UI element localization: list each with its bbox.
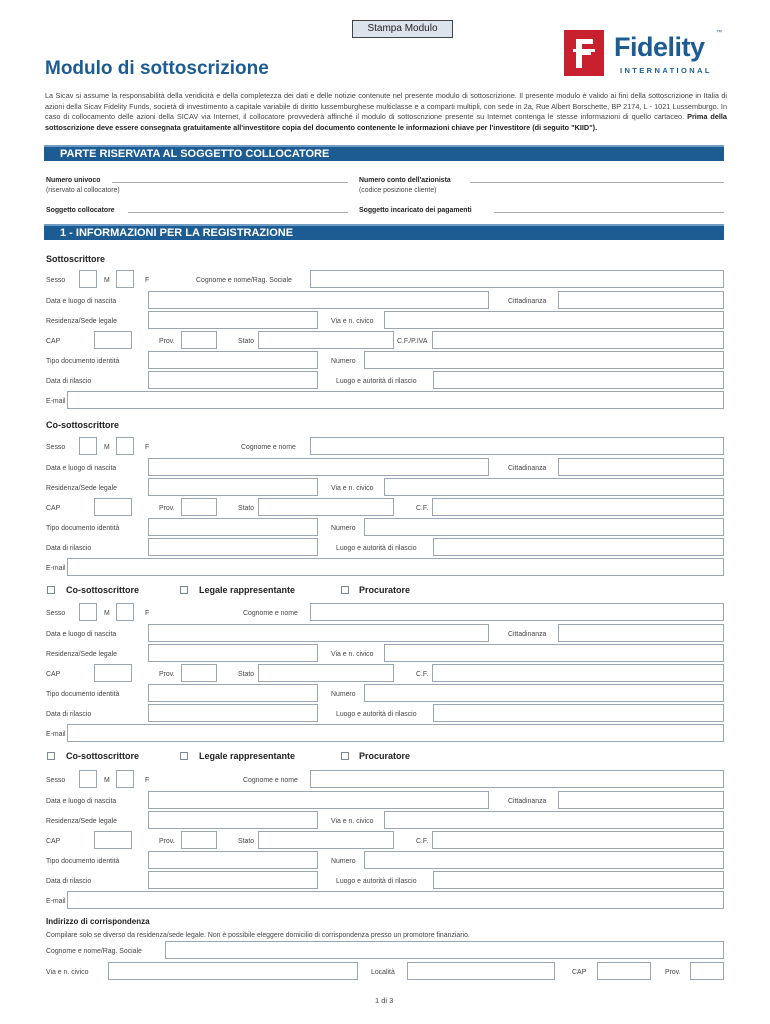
cognome-label: Cognome e nome <box>243 775 298 784</box>
numero-univoco-label: Numero univoco <box>46 175 101 184</box>
sesso-m-checkbox[interactable] <box>79 437 97 455</box>
stato-label: Stato <box>238 503 255 512</box>
cap-label: CAP <box>46 669 61 678</box>
sesso-label: Sesso <box>46 275 66 284</box>
f-label: F <box>145 442 150 451</box>
sesso-m-checkbox[interactable] <box>79 270 97 288</box>
numero-conto-label: Numero conto dell'azionista <box>359 175 451 184</box>
tipo-doc-input[interactable] <box>148 851 318 869</box>
cf-input[interactable] <box>432 664 724 682</box>
cittadinanza-label: Cittadinanza <box>508 796 547 805</box>
cap-input[interactable] <box>94 664 132 682</box>
stato-label: Stato <box>238 336 255 345</box>
data-nascita-input[interactable] <box>148 458 489 476</box>
numero-label: Numero <box>331 856 356 865</box>
data-rilascio-input[interactable] <box>148 538 318 556</box>
cosottoscrittore-title: Co-sottoscrittore <box>46 420 120 430</box>
sesso-label: Sesso <box>46 442 66 451</box>
intro-bold: Prima della sottoscrizione deve essere consegnata gratuitamente all'investitore copia del documento contenente le informazioni chiave per l'investitore (di seguito "KIID"). <box>45 112 727 132</box>
sesso-f-checkbox[interactable] <box>116 770 134 788</box>
option-legale-label: Legale rappresentante <box>199 751 296 761</box>
corrispondenza-cap-input[interactable] <box>597 962 651 980</box>
numero-conto-note: (codice posizione cliente) <box>359 185 437 194</box>
luogo-rilascio-input[interactable] <box>433 371 724 389</box>
corrispondenza-cognome-label: Cognome e nome/Rag. Sociale <box>46 946 142 955</box>
f-label: F <box>145 775 150 784</box>
fidelity-logo <box>564 30 724 78</box>
residenza-label: Residenza/Sede legale <box>46 649 117 658</box>
option-cosottoscrittore-label: Co-sottoscrittore <box>66 751 140 761</box>
cognome-label: Cognome e nome <box>241 442 296 451</box>
corrispondenza-localita-input[interactable] <box>407 962 555 980</box>
residenza-label: Residenza/Sede legale <box>46 316 117 325</box>
corrispondenza-title: Indirizzo di corrispondenza <box>46 917 150 926</box>
numero-conto-field[interactable] <box>470 174 724 183</box>
stato-label: Stato <box>238 836 255 845</box>
cittadinanza-label: Cittadinanza <box>508 463 547 472</box>
intro-text <box>45 91 727 133</box>
prov-input[interactable] <box>181 831 217 849</box>
page-number: 1 di 3 <box>375 996 394 1005</box>
sesso-m-checkbox[interactable] <box>79 603 97 621</box>
residenza-input[interactable] <box>148 644 318 662</box>
cognome-label: Cognome e nome/Rag. Sociale <box>196 275 292 284</box>
numero-univoco-note: (riservato al collocatore) <box>46 185 120 194</box>
cittadinanza-input[interactable] <box>558 791 724 809</box>
email-input[interactable] <box>67 391 724 409</box>
via-label: Via e n. civico <box>331 816 374 825</box>
data-rilascio-label: Data di rilascio <box>46 709 92 718</box>
cittadinanza-label: Cittadinanza <box>508 629 547 638</box>
data-rilascio-input[interactable] <box>148 704 318 722</box>
via-input[interactable] <box>384 811 724 829</box>
prov-label: Prov. <box>159 503 175 512</box>
cf-label: C.F. <box>416 669 429 678</box>
residenza-input[interactable] <box>148 478 318 496</box>
prov-label: Prov. <box>159 336 175 345</box>
luogo-rilascio-label: Luogo e autorità di rilascio <box>336 376 417 385</box>
data-nascita-input[interactable] <box>148 291 489 309</box>
cf-label: C.F. <box>416 836 429 845</box>
numero-label: Numero <box>331 356 356 365</box>
sesso-f-checkbox[interactable] <box>116 437 134 455</box>
corrispondenza-via-label: Via e n. civico <box>46 967 89 976</box>
cf-label: C.F. <box>416 503 429 512</box>
numero-univoco-field[interactable] <box>112 174 348 183</box>
cf-input[interactable] <box>432 498 724 516</box>
cognome-input[interactable] <box>310 770 724 788</box>
cosottoscrittore-form <box>0 437 770 577</box>
option-procuratore-label: Procuratore <box>359 585 411 595</box>
fidelity-logo-mark-icon <box>564 30 604 76</box>
stato-input[interactable] <box>258 664 394 682</box>
email-label: E-mail <box>46 896 66 905</box>
data-nascita-label: Data e luogo di nascita <box>46 796 117 805</box>
corrispondenza-localita-label: Località <box>371 967 395 976</box>
prov-label: Prov. <box>159 669 175 678</box>
m-label: M <box>104 442 110 451</box>
tipo-doc-label: Tipo documento identità <box>46 856 120 865</box>
stato-input[interactable] <box>258 331 394 349</box>
sottoscrittore-form <box>0 270 770 410</box>
m-label: M <box>104 775 110 784</box>
luogo-rilascio-input[interactable] <box>433 871 724 889</box>
print-button[interactable]: Stampa Modulo <box>352 20 453 38</box>
fidelity-tagline: INTERNATIONAL <box>620 66 712 75</box>
collocatore-header: PARTE RISERVATA AL SOGGETTO COLLOCATORE <box>44 145 724 161</box>
sesso-f-checkbox[interactable] <box>116 603 134 621</box>
cognome-label: Cognome e nome <box>243 608 298 617</box>
via-input[interactable] <box>384 478 724 496</box>
data-nascita-label: Data e luogo di nascita <box>46 629 117 638</box>
residenza-input[interactable] <box>148 311 318 329</box>
cap-label: CAP <box>46 503 61 512</box>
prov-label: Prov. <box>159 836 175 845</box>
corrispondenza-prov-label: Prov. <box>665 967 681 976</box>
prov-input[interactable] <box>181 331 217 349</box>
data-rilascio-label: Data di rilascio <box>46 376 92 385</box>
tipo-doc-label: Tipo documento identità <box>46 689 120 698</box>
cognome-input[interactable] <box>310 603 724 621</box>
soggetto-pagamenti-field[interactable] <box>494 204 724 213</box>
cognome-input[interactable] <box>310 437 724 455</box>
cap-input[interactable] <box>94 331 132 349</box>
registrazione-header: 1 - INFORMAZIONI PER LA REGISTRAZIONE <box>44 224 724 240</box>
residenza-label: Residenza/Sede legale <box>46 816 117 825</box>
numero-input[interactable] <box>364 851 724 869</box>
option-legale-checkbox[interactable] <box>180 752 188 760</box>
numero-label: Numero <box>331 523 356 532</box>
cf-label: C.F./P.IVA <box>397 336 428 345</box>
soggetto4-form <box>0 770 770 910</box>
option-procuratore-checkbox[interactable] <box>341 586 349 594</box>
m-label: M <box>104 608 110 617</box>
cognome-input[interactable] <box>310 270 724 288</box>
data-nascita-label: Data e luogo di nascita <box>46 463 117 472</box>
luogo-rilascio-label: Luogo e autorità di rilascio <box>336 709 417 718</box>
data-rilascio-input[interactable] <box>148 871 318 889</box>
email-label: E-mail <box>46 729 66 738</box>
email-input[interactable] <box>67 724 724 742</box>
data-rilascio-label: Data di rilascio <box>46 543 92 552</box>
option-procuratore-label: Procuratore <box>359 751 411 761</box>
page-title: Modulo di sottoscrizione <box>45 58 269 79</box>
luogo-rilascio-label: Luogo e autorità di rilascio <box>336 543 417 552</box>
via-input[interactable] <box>384 644 724 662</box>
corrispondenza-prov-input[interactable] <box>690 962 724 980</box>
luogo-rilascio-input[interactable] <box>433 704 724 722</box>
corrispondenza-note: Compilare solo se diverso da residenza/sede legale. Non è possibile eleggere domicilio di corrispondenza presso un promotore finanziario. <box>46 930 470 939</box>
sesso-f-checkbox[interactable] <box>116 270 134 288</box>
stato-input[interactable] <box>258 498 394 516</box>
prov-input[interactable] <box>181 664 217 682</box>
email-input[interactable] <box>67 558 724 576</box>
f-label: F <box>145 608 150 617</box>
luogo-rilascio-label: Luogo e autorità di rilascio <box>336 876 417 885</box>
tipo-doc-input[interactable] <box>148 684 318 702</box>
sesso-m-checkbox[interactable] <box>79 770 97 788</box>
f-label: F <box>145 275 150 284</box>
cap-label: CAP <box>46 336 61 345</box>
tipo-doc-input[interactable] <box>148 518 318 536</box>
cap-label: CAP <box>46 836 61 845</box>
cf-input[interactable] <box>432 331 724 349</box>
prov-input[interactable] <box>181 498 217 516</box>
via-label: Via e n. civico <box>331 649 374 658</box>
soggetto-collocatore-field[interactable] <box>128 204 348 213</box>
option-legale-label: Legale rappresentante <box>199 585 296 595</box>
soggetto3-form <box>0 603 770 743</box>
numero-input[interactable] <box>364 684 724 702</box>
numero-input[interactable] <box>364 351 724 369</box>
tipo-doc-input[interactable] <box>148 351 318 369</box>
stato-input[interactable] <box>258 831 394 849</box>
email-input[interactable] <box>67 891 724 909</box>
email-label: E-mail <box>46 396 66 405</box>
cf-input[interactable] <box>432 831 724 849</box>
sesso-label: Sesso <box>46 775 66 784</box>
cittadinanza-input[interactable] <box>558 624 724 642</box>
tipo-doc-label: Tipo documento identità <box>46 523 120 532</box>
soggetto-collocatore-label: Soggetto collocatore <box>46 205 115 214</box>
m-label: M <box>104 275 110 284</box>
numero-input[interactable] <box>364 518 724 536</box>
option-legale-checkbox[interactable] <box>180 586 188 594</box>
cittadinanza-label: Cittadinanza <box>508 296 547 305</box>
via-label: Via e n. civico <box>331 316 374 325</box>
data-rilascio-label: Data di rilascio <box>46 876 92 885</box>
stato-label: Stato <box>238 669 255 678</box>
sesso-label: Sesso <box>46 608 66 617</box>
data-nascita-input[interactable] <box>148 791 489 809</box>
intro-plain: La Sicav si assume la responsabilità della veridicità e della completezza dei dati e delle notizie contenute nel presente modulo di sottoscrizione. Il presente modulo è valido ai fini della sottoscrizione in Italia di azioni della Sicav Fidelity Funds, società di investimento a capitale variabile di diritto lussemburghese multiclasse e a comparti multipli, con sede in 2a, Rue Albert Borschette, BP 2174, L - 1021 Lussemburgo. In caso di collocamento delle azioni della SICAV via Internet, il collocatore provvederà affinché il modulo di sottoscrizione presente su Internet contenga le stesse informazioni di quello cartaceo. <box>45 91 727 122</box>
cittadinanza-input[interactable] <box>558 291 724 309</box>
corrispondenza-cap-label: CAP <box>572 967 587 976</box>
data-nascita-input[interactable] <box>148 624 489 642</box>
tipo-doc-label: Tipo documento identità <box>46 356 120 365</box>
option-cosottoscrittore-label: Co-sottoscrittore <box>66 585 140 595</box>
corrispondenza-cognome-input[interactable] <box>165 941 724 959</box>
residenza-label: Residenza/Sede legale <box>46 483 117 492</box>
residenza-input[interactable] <box>148 811 318 829</box>
option-cosottoscrittore-checkbox[interactable] <box>47 586 55 594</box>
cittadinanza-input[interactable] <box>558 458 724 476</box>
option-cosottoscrittore-checkbox[interactable] <box>47 752 55 760</box>
email-label: E-mail <box>46 563 66 572</box>
sottoscrittore-title: Sottoscrittore <box>46 254 106 264</box>
option-procuratore-checkbox[interactable] <box>341 752 349 760</box>
numero-label: Numero <box>331 689 356 698</box>
via-label: Via e n. civico <box>331 483 374 492</box>
via-input[interactable] <box>384 311 724 329</box>
trademark: ™ <box>716 30 722 36</box>
cap-input[interactable] <box>94 831 132 849</box>
data-rilascio-input[interactable] <box>148 371 318 389</box>
fidelity-wordmark: Fidelity <box>614 32 705 62</box>
cap-input[interactable] <box>94 498 132 516</box>
data-nascita-label: Data e luogo di nascita <box>46 296 117 305</box>
corrispondenza-via-input[interactable] <box>108 962 358 980</box>
luogo-rilascio-input[interactable] <box>433 538 724 556</box>
soggetto-pagamenti-label: Soggetto incaricato dei pagamenti <box>359 205 472 214</box>
